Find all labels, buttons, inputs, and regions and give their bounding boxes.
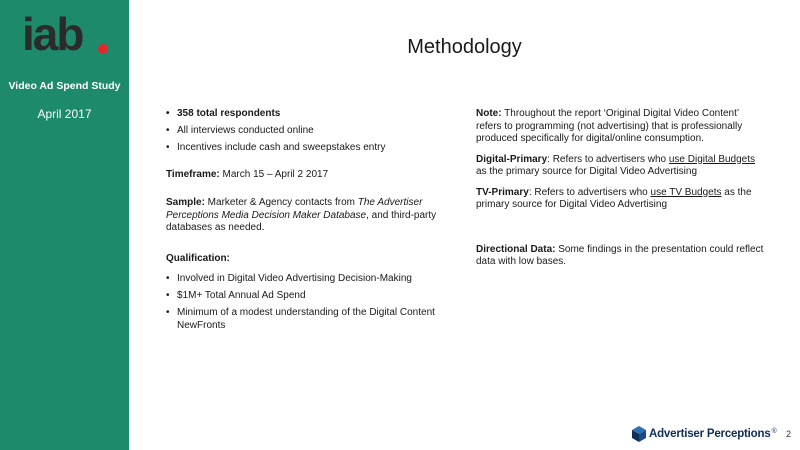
logo-dot: [98, 44, 108, 54]
tv-primary-pre: : Refers to advertisers who: [528, 186, 651, 198]
sample-paragraph: [166, 197, 456, 235]
trademark-symbol: ®: [771, 427, 777, 435]
timeframe-paragraph: [166, 169, 456, 182]
sample-post: , and third-party databases as needed.: [166, 209, 437, 233]
list-item: • All interviews conducted online: [166, 125, 456, 138]
note-paragraph: [476, 108, 766, 146]
digital-primary-pre: : Refers to advertisers who: [547, 153, 669, 165]
page-title: Methodology: [407, 36, 522, 58]
study-title: Video Ad Spend Study: [8, 80, 121, 92]
sidebar: [0, 0, 129, 450]
digital-primary-post: as the primary source for Digital Video Advertising: [476, 166, 698, 177]
page-number: 2: [786, 429, 792, 439]
sample-pre: Marketer & Agency contacts from: [204, 197, 358, 208]
sample-database: The Advertiser Perceptions Media Decision Maker Database: [166, 197, 423, 221]
digital-primary-label: Digital-Primary: [476, 153, 548, 165]
right-column: [476, 108, 766, 277]
timeframe-value: March 15 – April 2 2017: [219, 168, 329, 180]
qualification-label: Qualification:: [166, 252, 230, 264]
left-column: [166, 108, 456, 337]
directional-data-paragraph: [476, 244, 766, 269]
list-item: • 358 total respondents: [166, 108, 456, 121]
note-text: Throughout the report ‘Original Digital Video Content’ refers to programming (not advertising) that is professionally produced specifically for digital/online consumption.: [476, 108, 743, 144]
advertiser-perceptions-logo: [632, 425, 776, 443]
digital-budgets-text: use Digital Budgets: [668, 153, 756, 165]
note-label: Note:: [476, 108, 502, 119]
list-item: • Incentives include cash and sweepstakes entry: [166, 142, 456, 155]
tv-budgets-text: use TV Budgets: [650, 186, 722, 198]
timeframe-label: Timeframe:: [166, 168, 220, 180]
brand-name: Advertiser Perceptions: [649, 428, 771, 440]
cube-icon: [632, 426, 646, 442]
directional-data-text: Some findings in the presentation could reflect data with low bases.: [476, 243, 764, 267]
list-item: • Minimum of a modest understanding of the Digital Content NewFronts: [166, 307, 456, 332]
digital-primary-paragraph: [476, 154, 766, 179]
tv-primary-paragraph: [476, 187, 766, 212]
directional-data-label: Directional Data:: [476, 243, 556, 255]
list-item: • Involved in Digital Video Advertising Decision-Making: [166, 273, 456, 286]
iab-logo: [22, 10, 112, 58]
sample-label: Sample:: [166, 197, 205, 208]
tv-primary-label: TV-Primary: [476, 186, 529, 198]
study-date: April 2017: [37, 107, 92, 121]
list-item: • $1M+ Total Annual Ad Spend: [166, 290, 456, 303]
logo-text: iab: [22, 8, 83, 60]
qualification-list: [166, 273, 456, 332]
tv-primary-post: as the primary source for Digital Video Advertising: [476, 186, 752, 210]
respondent-list: [166, 108, 456, 155]
